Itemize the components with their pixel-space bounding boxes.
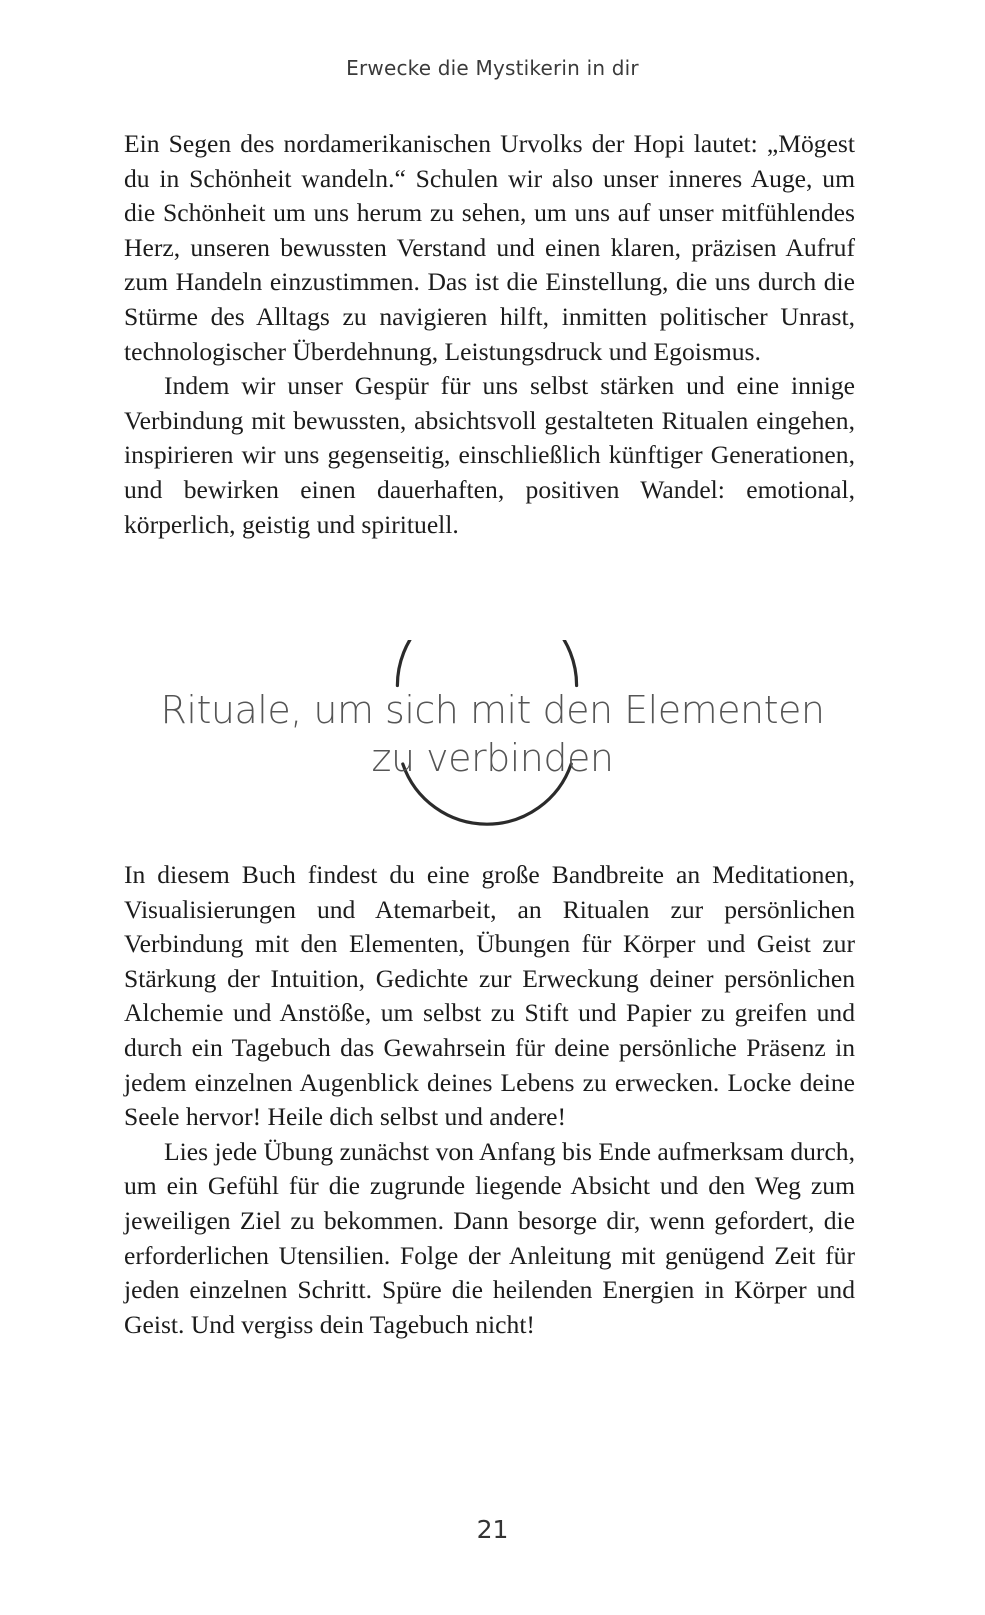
section-title xyxy=(0,686,985,782)
section-title-line-2: zu verbinden xyxy=(371,736,614,780)
page-number: 21 xyxy=(476,1515,509,1544)
section-title-line-1: Rituale, um sich mit den Elementen xyxy=(160,688,825,732)
paragraph: Lies jede Übung zunächst von Anfang bis Ende aufmerksam durch, um ein Gefühl für die zugrunde liegende Absicht und den Weg zum jeweiligen Ziel zu bekommen. Dann besorge dir, wenn gefordert, die erforderlichen Utensilien. Folge der Anleitung mit genügend Zeit für jeden einzelnen Schritt. Spüre die heilenden Energien in Körper und Geist. Und vergiss dein Tagebuch nicht! xyxy=(124,1136,855,1339)
paragraph: Indem wir unser Gespür für uns selbst stärken und eine innige Verbindung mit bewussten, absichtsvoll gestalteten Ritualen eingehen, inspirieren wir uns gegenseitig, einschließlich künftiger Generationen, und bewirken einen dauerhaften, positiven Wandel: emotional, körperlich, geistig und spirituell. xyxy=(124,371,855,539)
body-text-top xyxy=(124,127,855,542)
paragraph: Ein Segen des nordamerikanischen Urvolks der Hopi lautet: „Mögest du in Schönheit wandeln.“ Schulen wir also unser inneres Auge, um die Schönheit um uns herum zu sehen, um uns auf unser mitfühlendes Herz, unseren bewussten Verstand und einen klaren, präzisen Aufruf zum Handeln einzustimmen. Das ist die Einstellung, die uns durch die Stürme des Alltags zu navigieren hilft, inmitten politischer Unrast, technologischer Überdehnung, Leistungsdruck und Egoismus. xyxy=(124,129,855,366)
body-text-bottom xyxy=(124,858,855,1342)
running-title: Erwecke die Mystikerin in dir xyxy=(346,56,639,80)
section-heading xyxy=(0,640,985,840)
paragraph: In diesem Buch findest du eine große Bandbreite an Meditationen, Visualisierungen und Atemarbeit, an Ritualen zur persönlichen Verbindung mit den Elementen, Übungen für Körper und Geist zur Stärkung der Intuition, Gedichte zur Erweckung deiner persönlichen Alchemie und Anstöße, um selbst zu Stift und Papier zu greifen und durch ein Tagebuch das Gewahrsein für deine persönliche Präsenz in jedem einzelnen Augenblick deines Lebens zu erwecken. Locke deine Seele hervor! Heile dich selbst und andere! xyxy=(124,860,855,1132)
